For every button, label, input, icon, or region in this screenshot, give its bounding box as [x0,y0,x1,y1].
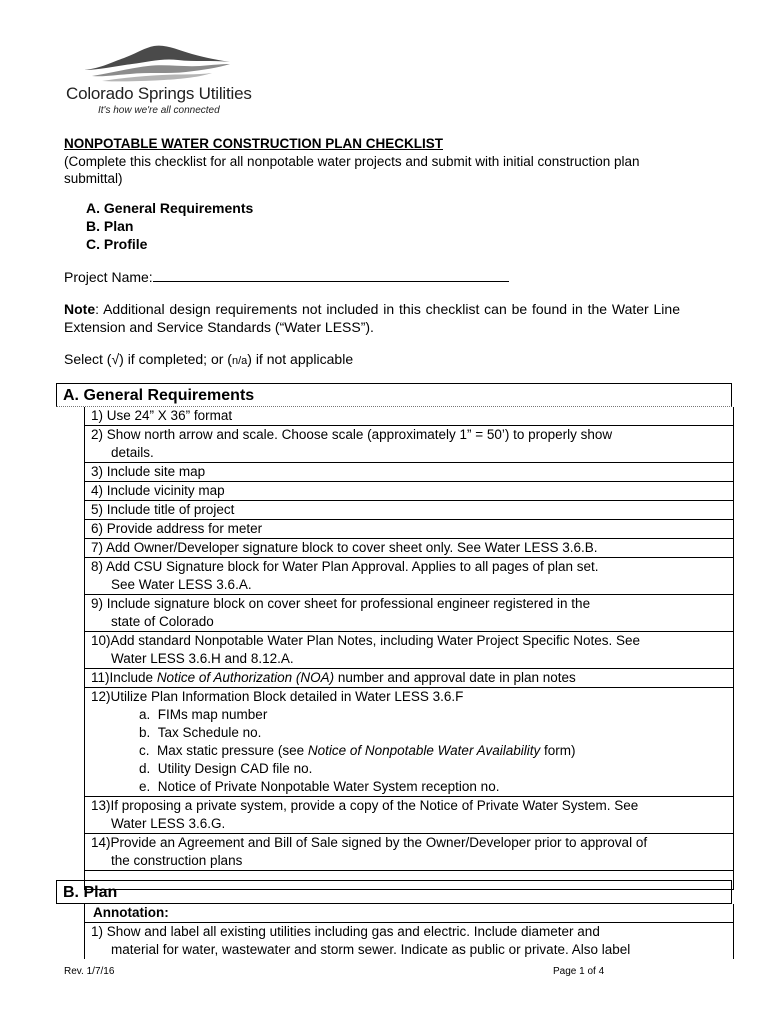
sub-item-text: form) [540,743,576,758]
sub-item-text: Tax Schedule no. [157,725,262,740]
select-before: Select (√) if completed; or ( [64,351,232,367]
item-text: Show and label all existing utilities including gas and electric. Include diameter and [106,924,600,939]
item-line [91,539,733,557]
csu-logo [62,40,252,120]
checklist-item[interactable] [85,595,733,632]
item-line [91,482,733,500]
checklist-item[interactable] [85,407,733,426]
sub-item-letter: a. [139,707,151,722]
section-a-table [56,383,732,890]
checklist-item[interactable] [85,463,733,482]
checklist-item[interactable] [85,923,733,959]
item-text: Provide an Agreement and Bill of Sale signed by the Owner/Developer prior to approval of [110,835,648,850]
item-line [91,426,733,444]
checklist-item[interactable] [85,558,733,595]
item-line [91,501,733,519]
item-line [91,688,733,706]
item-text: Add Owner/Developer signature block to cover sheet only. See Water LESS 3.6.B. [106,540,598,555]
item-text: Show north arrow and scale. Choose scale (approximately 1” = 50’) to properly show [106,427,613,442]
note-paragraph [64,300,680,336]
item-line [91,407,733,425]
item-text-continued: Water LESS 3.6.H and 8.12.A. [111,651,294,666]
item-text: Include signature block on cover sheet for professional engineer registered in the [106,596,591,611]
project-name-label: Project Name: [64,269,153,285]
item-text: Provide address for meter [106,521,263,536]
note-text: : Additional design requirements not included in this checklist can be found in the Water Line Extension and Service Standards (“Water LESS”). [64,301,680,335]
checklist-item[interactable] [85,834,733,871]
item-text: Include site map [106,464,206,479]
sub-item [91,724,733,742]
checklist-item[interactable] [85,520,733,539]
sub-item-letter: e. [139,779,151,794]
sub-item-text: Utility Design CAD file no. [157,761,313,776]
item-text: Include vicinity map [106,483,225,498]
toc-item-general: A. General Requirements [86,200,254,216]
item-number: 1) [91,408,104,423]
checklist-item[interactable] [85,669,733,688]
item-text-continued: the construction plans [111,853,243,868]
toc-item-profile: C. Profile [86,236,148,252]
select-na: n/a [231,355,248,367]
item-number: 5) [91,502,104,517]
sub-item-letter: d. [139,761,151,776]
checklist-item[interactable] [85,501,733,520]
logo-company-name: Colorado Springs Utilities [66,84,252,103]
item-number: 7) [91,540,104,555]
note-label: Note [64,301,96,317]
checklist-item[interactable] [85,426,733,463]
item-line [91,797,733,815]
item-number: 12) [91,689,111,704]
item-line [91,558,733,576]
document-title: NONPOTABLE WATER CONSTRUCTION PLAN CHECKLIST [64,136,443,151]
sub-item [91,706,733,724]
select-instruction [64,351,353,367]
item-text-continued: material for water, wastewater and storm sewer. Indicate as public or private. Also label [111,942,631,957]
checklist-item[interactable] [85,482,733,501]
sub-item-italic-text: Notice of Nonpotable Water Availability [307,743,541,758]
document-subtitle: (Complete this checklist for all nonpotable water projects and submit with initial construction plan submittal) [64,154,640,186]
checklist-item[interactable] [85,797,733,834]
toc-item-plan: B. Plan [86,218,134,234]
item-line [91,632,733,650]
item-number: 2) [91,427,104,442]
item-number: 1) [91,924,104,939]
select-after: ) if not applicable [247,351,354,367]
item-text-continued: details. [111,445,154,460]
checklist-item[interactable] [85,539,733,558]
section-b-items [84,904,734,959]
item-text: Add CSU Signature block for Water Plan Approval. Applies to all pages of plan set. [106,559,599,574]
annotation-label: Annotation: [85,904,733,923]
logo-tagline: It's how we're all connected [98,105,220,116]
item-italic-text: Notice of Authorization (NOA) [156,670,335,685]
mountain-logo-icon [82,40,232,82]
section-b-heading: B. Plan [56,880,732,904]
page-number: Page 1 of 4 [553,966,605,977]
section-a-heading: A. General Requirements [56,383,732,407]
item-number: 8) [91,559,104,574]
item-number: 14) [91,835,111,850]
item-text: Include [109,670,157,685]
sub-item-text: Max static pressure (see [157,743,308,758]
item-number: 9) [91,596,104,611]
item-line [91,669,733,687]
item-number: 4) [91,483,104,498]
item-line [91,834,733,852]
item-text: Use 24” X 36” format [106,408,233,423]
checklist-item[interactable] [85,688,733,797]
checklist-item[interactable] [85,632,733,669]
item-text: Utilize Plan Information Block detailed in Water LESS 3.6.F [110,689,464,704]
item-number: 6) [91,521,104,536]
item-text: Include title of project [106,502,235,517]
sub-item-text: Notice of Private Nonpotable Water System reception no. [157,779,500,794]
section-b-table [56,880,732,959]
item-text-continued: state of Colorado [111,614,214,629]
item-line [91,595,733,613]
item-number: 10) [91,633,111,648]
sub-item-text: FIMs map number [157,707,268,722]
item-number: 11) [91,670,110,685]
sub-item-letter: c. [139,743,150,758]
sub-item [91,760,733,778]
section-list [86,199,253,253]
project-name-field [64,267,509,285]
item-text: number and approval date in plan notes [334,670,576,685]
section-a-items [84,407,734,890]
sub-item-letter: b. [139,725,151,740]
item-text: If proposing a private system, provide a copy of the Notice of Private Water System. See [110,798,639,813]
item-text-continued: Water LESS 3.6.G. [111,816,226,831]
item-number: 3) [91,464,104,479]
sub-item [91,778,733,796]
item-line [91,463,733,481]
revision-date: Rev. 1/7/16 [64,966,115,977]
item-line [91,520,733,538]
item-text-continued: See Water LESS 3.6.A. [111,577,252,592]
item-number: 13) [91,798,111,813]
project-name-blank-line[interactable] [153,267,509,282]
sub-item [91,742,733,760]
item-text: Add standard Nonpotable Water Plan Notes, including Water Project Specific Notes. See [110,633,641,648]
